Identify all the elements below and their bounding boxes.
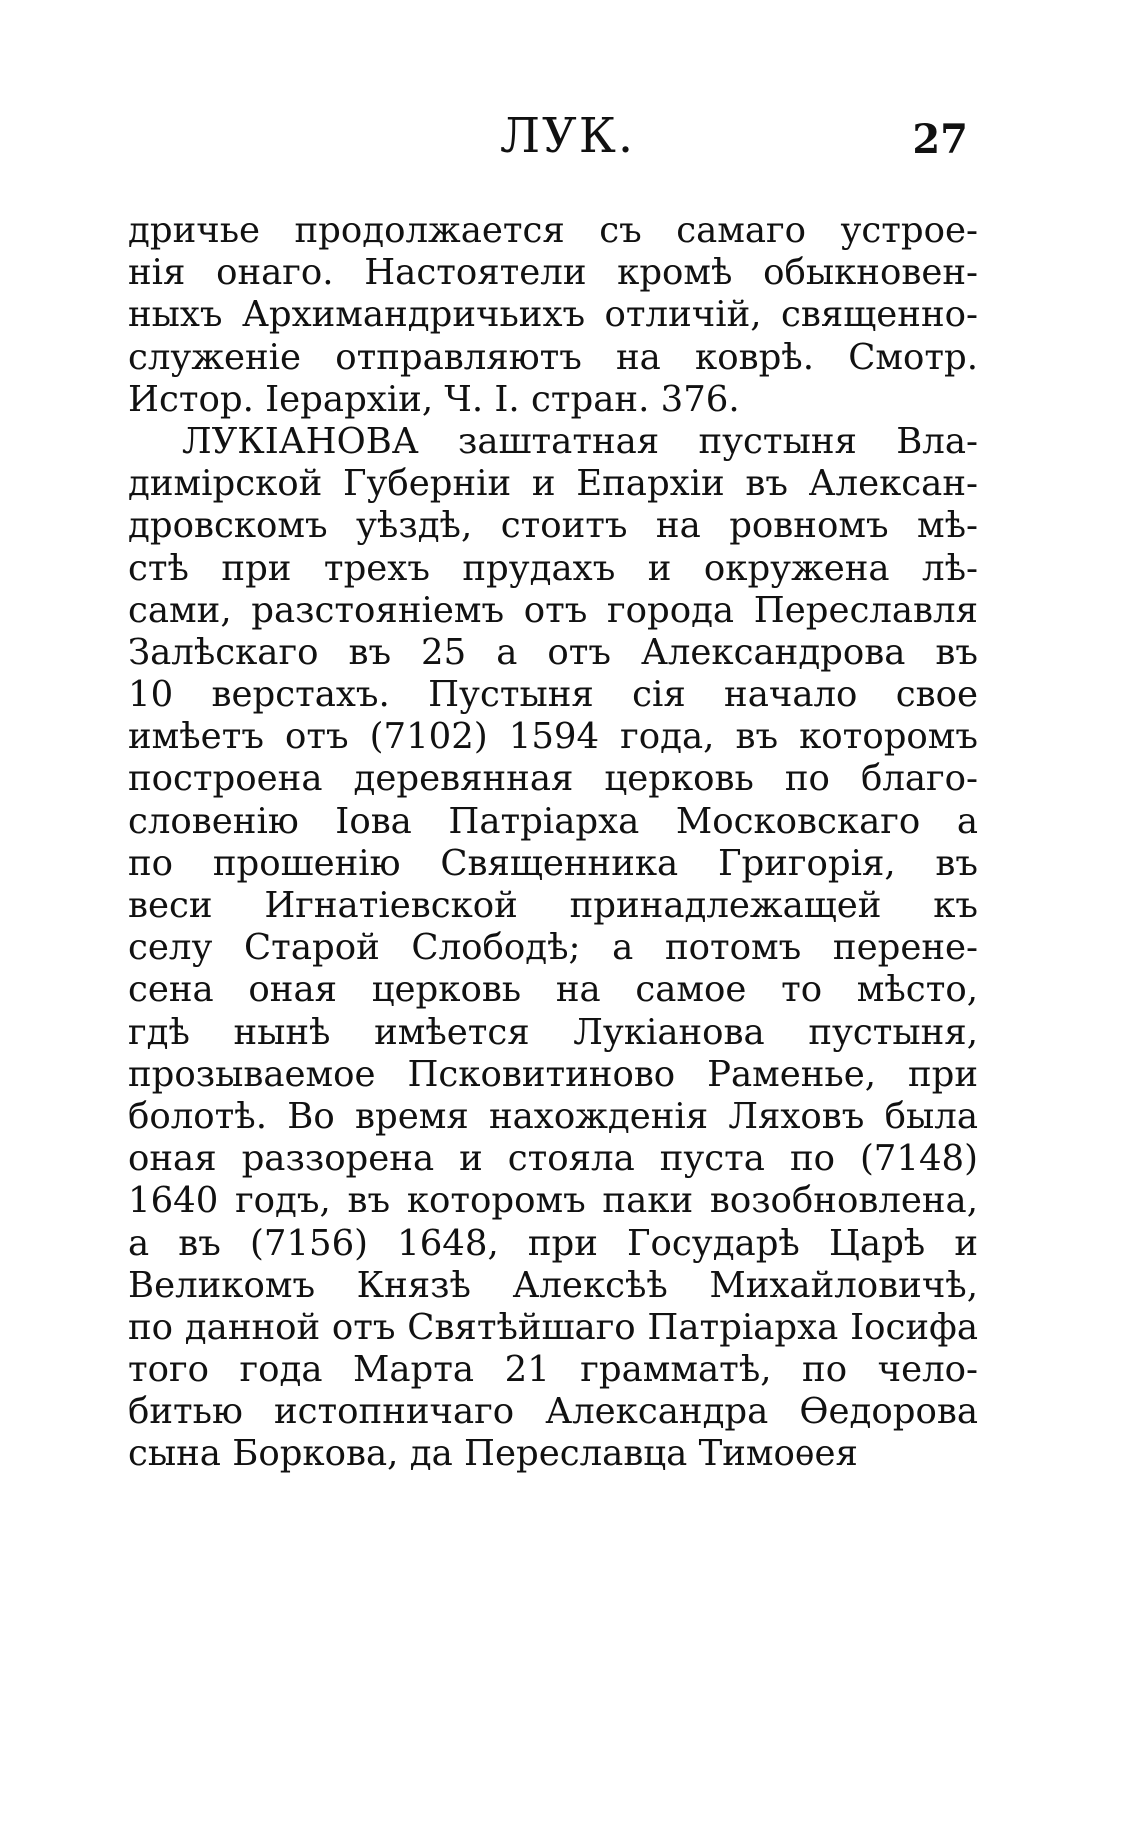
text-line: а въ (7156) 1648, при Государѣ Царѣ и: [128, 1222, 978, 1264]
text-line: того года Марта 21 грамматѣ, по чело-: [128, 1349, 978, 1391]
page-header: [0, 108, 1140, 178]
text-line: по прошенію Священника Григорія, въ: [128, 842, 978, 884]
text-line: сына Боркова, да Переславца Тимоѳея: [128, 1433, 858, 1475]
text-line: сена оная церковь на самое то мѣсто,: [128, 969, 978, 1011]
text-line: селу Старой Слободѣ; а потомъ перене-: [128, 927, 978, 969]
page-number: 27: [912, 116, 968, 163]
text-line: ныхъ Архимандричьихъ отличій, священно-: [128, 294, 978, 336]
text-line: ЛУКІАНОВА заштатная пустыня Вла-: [182, 420, 978, 462]
text-line: веси Игнатіевской принадлежащей къ: [128, 885, 978, 926]
text-line: стѣ при трехъ прудахъ и окружена лѣ-: [128, 547, 978, 589]
text-line: по данной отъ Святѣйшаго Патріарха Іосифа: [128, 1306, 978, 1348]
text-line: 1640 годъ, въ которомъ паки возобновлена,: [128, 1180, 978, 1222]
text-line: построена деревянная церковь по благо-: [128, 758, 978, 800]
text-line: служеніе отправляютъ на коврѣ. Смотр.: [128, 336, 978, 378]
text-line: прозываемое Псковитиново Раменье, при: [128, 1053, 978, 1095]
text-line: сами, разстояніемъ отъ города Переславля: [128, 589, 978, 631]
text-line: Великомъ Князѣ Алексѣѣ Михайловичѣ,: [128, 1264, 978, 1306]
text-line: оная раззорена и стояла пуста по (7148): [128, 1138, 978, 1180]
text-line: словенію Іова Патріарха Московскаго а: [128, 800, 978, 842]
text-line: имѣетъ отъ (7102) 1594 года, въ которомъ: [128, 716, 978, 758]
text-line: нія онаго. Настоятели кромѣ обыкновен-: [128, 252, 978, 294]
running-head: ЛУК.: [500, 108, 636, 164]
text-line: битью истопничаго Александра Ѳедорова: [128, 1391, 978, 1433]
text-line: Истор. Іерархіи, Ч. I. стран. 376.: [128, 378, 740, 420]
text-line: дричье продолжается съ самаго устрое-: [128, 210, 978, 251]
text-line: дровскомъ уѣздѣ, стоитъ на ровномъ мѣ-: [128, 505, 978, 547]
text-line: 10 верстахъ. Пустыня сія начало свое: [128, 674, 978, 716]
text-line: болотѣ. Во время нахожденія Ляховъ была: [128, 1095, 978, 1137]
body-text: [128, 210, 978, 1476]
text-line: димірской Губерніи и Епархіи въ Алексан-: [128, 463, 978, 505]
text-line: Залѣскаго въ 25 а отъ Александрова въ: [128, 631, 978, 673]
text-line: гдѣ нынѣ имѣется Лукіанова пустыня,: [128, 1011, 978, 1053]
